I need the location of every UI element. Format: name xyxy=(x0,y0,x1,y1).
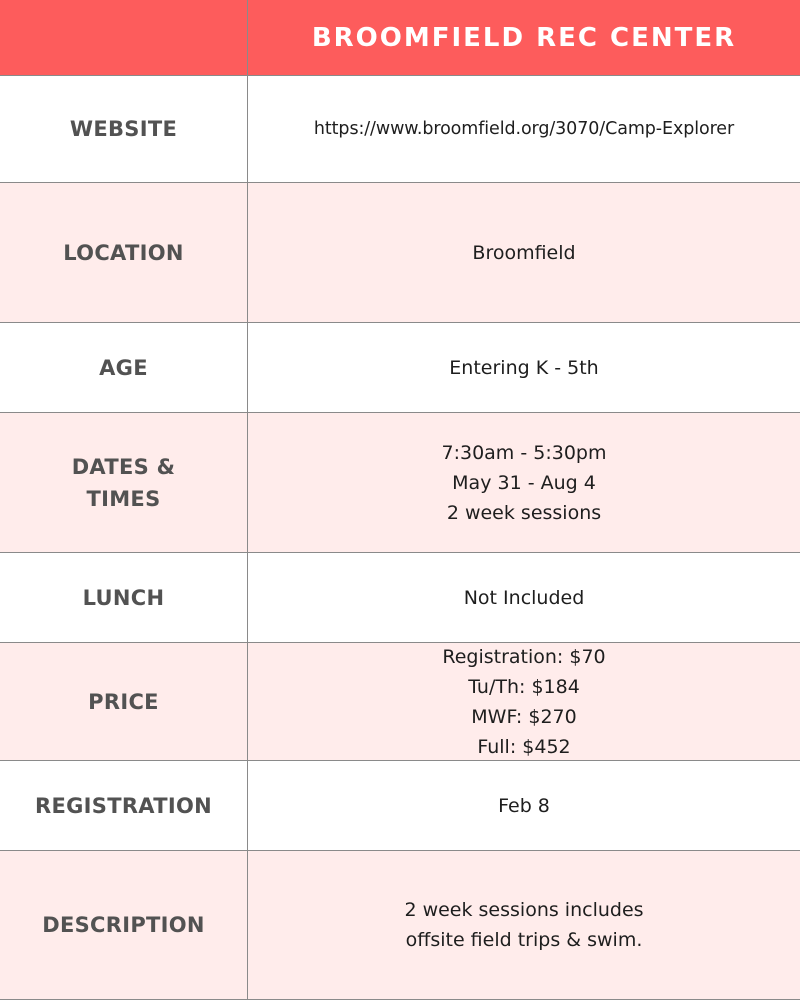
table-header xyxy=(0,0,800,76)
table-row-description xyxy=(0,851,800,1000)
age-label: AGE xyxy=(0,323,248,412)
price-tu-th: Tu/Th: $184 xyxy=(468,675,580,698)
description-line: offsite field trips & swim. xyxy=(405,929,643,951)
lunch-label: LUNCH xyxy=(0,553,248,642)
price-mwf: MWF: $270 xyxy=(471,705,577,728)
dates-times-label xyxy=(0,413,248,552)
table-row-location xyxy=(0,183,800,323)
website-link[interactable]: https://www.broomfield.org/3070/Camp-Explorer xyxy=(313,119,735,139)
table-row-website xyxy=(0,76,800,183)
description-label: DESCRIPTION xyxy=(0,851,248,999)
date-range-text: May 31 - Aug 4 xyxy=(452,471,596,494)
table-row-age xyxy=(0,323,800,413)
age-value: Entering K - 5th xyxy=(449,356,599,379)
location-label: LOCATION xyxy=(0,183,248,322)
price-registration: Registration: $70 xyxy=(442,645,606,668)
lunch-value: Not Included xyxy=(463,586,585,609)
header-empty-cell xyxy=(0,0,248,75)
location-value: Broomfield xyxy=(472,241,576,264)
website-label: WEBSITE xyxy=(0,76,248,182)
dates-times-value xyxy=(248,413,800,552)
page-title: BROOMFIELD REC CENTER xyxy=(311,22,737,53)
table-row-lunch xyxy=(0,553,800,643)
registration-value: Feb 8 xyxy=(498,794,550,817)
table-row-dates-times xyxy=(0,413,800,553)
description-value xyxy=(248,851,800,999)
dates-times-label-line: DATES & xyxy=(71,454,176,479)
table-row-price xyxy=(0,643,800,761)
hours-text: 7:30am - 5:30pm xyxy=(441,441,607,464)
price-value xyxy=(248,643,800,760)
price-full: Full: $452 xyxy=(477,735,571,758)
description-line: 2 week sessions includes xyxy=(404,899,644,921)
price-label: PRICE xyxy=(0,643,248,760)
dates-times-label-line: TIMES xyxy=(86,486,161,511)
registration-label: REGISTRATION xyxy=(0,761,248,850)
table-row-registration xyxy=(0,761,800,851)
session-length-text: 2 week sessions xyxy=(446,501,602,524)
